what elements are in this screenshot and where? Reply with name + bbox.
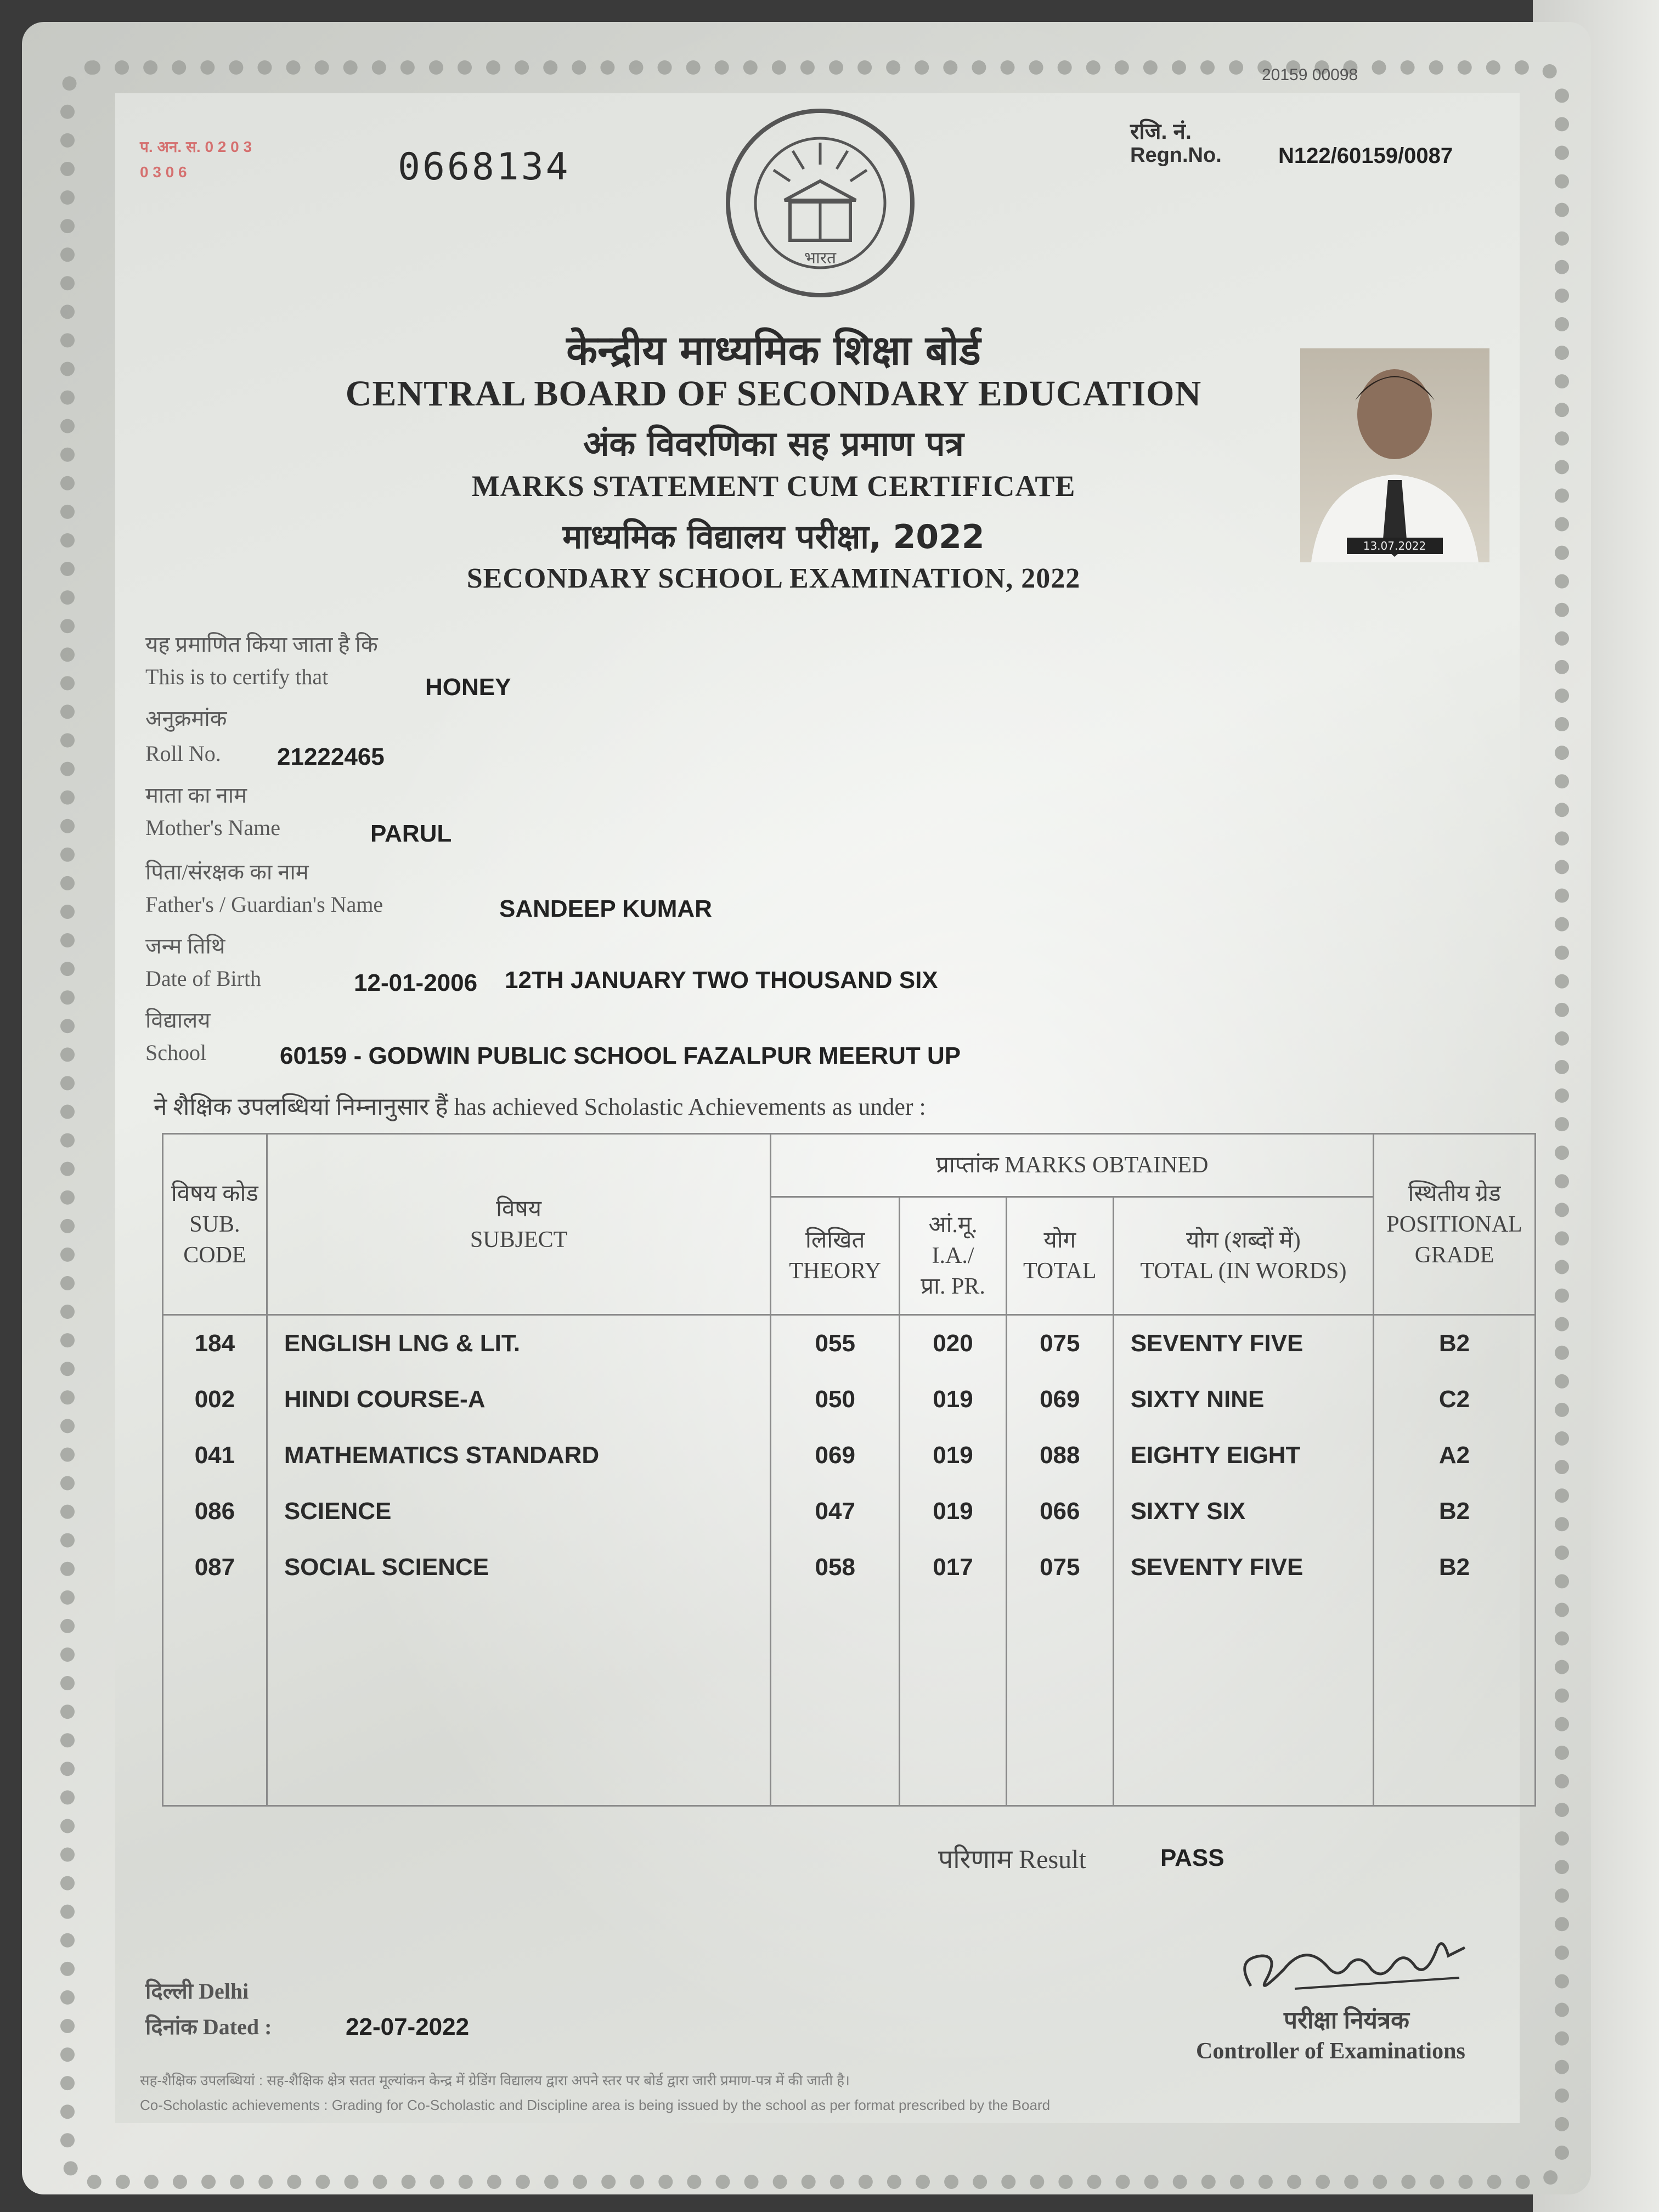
theory-marks: 055 (771, 1315, 900, 1372)
red-stamp-text (140, 134, 321, 185)
words-header-en: TOTAL (IN WORDS) (1140, 1259, 1347, 1284)
table-row (163, 1483, 1536, 1539)
positional-grade: C2 (1374, 1372, 1536, 1427)
theory-marks: 047 (771, 1483, 900, 1539)
positional-grade: A2 (1374, 1427, 1536, 1483)
exam-title-en: SECONDARY SCHOOL EXAMINATION, 2022 (466, 563, 1081, 594)
total-marks: 066 (1006, 1483, 1113, 1539)
red-line-2: 0 3 0 6 (140, 163, 187, 180)
theory-header-hi: लिखित (805, 1228, 865, 1253)
photo-caption: 13.07.2022 (1363, 539, 1426, 552)
certificate-paper (22, 22, 1591, 2194)
student-name: HONEY (425, 674, 511, 701)
ia-marks: 020 (900, 1315, 1007, 1372)
empty-cell (900, 1595, 1007, 1806)
roll-label-en: Roll No. (145, 741, 221, 766)
theory-marks: 058 (771, 1539, 900, 1595)
regn-label-hi: रजि. नं. (1130, 120, 1192, 144)
roll-number: 21222465 (277, 743, 385, 770)
statement-title-hi: अंक विवरणिका सह प्रमाण पत्र (583, 424, 964, 464)
father-label-en: Father's / Guardian's Name (145, 892, 383, 917)
empty-cell (1113, 1595, 1373, 1806)
code-header-en: SUB. CODE (183, 1211, 246, 1268)
dob-label-en: Date of Birth (145, 966, 262, 991)
subject-code: 087 (163, 1539, 267, 1595)
total-in-words: SIXTY SIX (1113, 1483, 1373, 1539)
dob-words: 12TH JANUARY TWO THOUSAND SIX (505, 967, 938, 994)
theory-marks: 069 (771, 1427, 900, 1483)
code-header-hi: विषय कोड (171, 1181, 258, 1206)
top-code: 20159 00098 (1262, 66, 1358, 84)
dob-label-hi: जन्म तिथि (145, 934, 225, 958)
school-label-en: School (145, 1040, 207, 1065)
grade-header-en2: GRADE (1414, 1242, 1494, 1268)
result-label: परिणाम Result (938, 1845, 1086, 1874)
subject-header (267, 1134, 771, 1315)
total-marks: 069 (1006, 1372, 1113, 1427)
empty-cell (163, 1595, 267, 1806)
achievements-hi: ने शैक्षिक उपलब्धियां निम्नानुसार हैं (154, 1093, 448, 1120)
words-header (1113, 1197, 1373, 1315)
school-label-hi: विद्यालय (145, 1008, 211, 1032)
exam-title-hi: माध्यमिक विद्यालय परीक्षा, 2022 (562, 518, 985, 556)
ia-marks: 017 (900, 1539, 1007, 1595)
mother-label-en: Mother's Name (145, 815, 281, 840)
subject-name: ENGLISH LNG & LIT. (267, 1315, 771, 1372)
empty-cell (267, 1595, 771, 1806)
total-header-en: TOTAL (1023, 1259, 1097, 1284)
empty-cell (1374, 1595, 1536, 1806)
marks-table (162, 1133, 1536, 1807)
table-row (163, 1427, 1536, 1483)
total-in-words: SEVENTY FIVE (1113, 1315, 1373, 1372)
issue-date: 22-07-2022 (346, 2013, 470, 2040)
student-portrait-icon (1300, 348, 1489, 562)
subject-code: 041 (163, 1427, 267, 1483)
table-header-row-1 (163, 1134, 1536, 1197)
footnote-en: Co-Scholastic achievements : Grading for Co-Scholastic and Discipline area is being issued by the school as per format prescribed by the Board (140, 2097, 1051, 2113)
footnote-hi: सह-शैक्षिक उपलब्धियां : सह-शैक्षिक क्षेत्र सतत मूल्यांकन केन्द्र में ग्रेडिंग विद्यालय द्वारा अपने स्तर पर बोर्ड द्वारा जारी प्रमाण-पत्र में की जाती है। (140, 2072, 850, 2089)
regn-number: N122/60159/0087 (1278, 144, 1453, 168)
total-marks: 075 (1006, 1539, 1113, 1595)
empty-cell (771, 1595, 900, 1806)
subject-name: SOCIAL SCIENCE (267, 1539, 771, 1595)
total-in-words: EIGHTY EIGHT (1113, 1427, 1373, 1483)
place-label: दिल्ली Delhi (145, 1979, 249, 2004)
date-label: दिनांक Dated : (145, 2015, 272, 2039)
mother-label-hi: माता का नाम (145, 783, 247, 808)
total-header-hi: योग (1043, 1228, 1076, 1253)
code-header (163, 1134, 267, 1315)
board-title-hi: केन्द्रीय माध्यमिक शिक्षा बोर्ड (566, 327, 981, 374)
theory-header-en: THEORY (789, 1259, 882, 1284)
positional-grade: B2 (1374, 1539, 1536, 1595)
logo-text: भारत (804, 249, 837, 268)
signature-icon (1229, 1926, 1470, 2008)
ia-header-en: I.A./ (932, 1243, 974, 1268)
subject-code: 002 (163, 1372, 267, 1427)
mother-name: PARUL (370, 820, 452, 847)
father-label-hi: पिता/संरक्षक का नाम (145, 860, 309, 884)
marks-header-hi: प्राप्तांक (935, 1153, 999, 1178)
subject-header-en: SUBJECT (470, 1227, 568, 1252)
marks-body (163, 1315, 1536, 1806)
student-photo (1300, 348, 1489, 562)
cbse-logo-icon (721, 104, 919, 302)
table-row (163, 1539, 1536, 1595)
board-title-en: CENTRAL BOARD OF SECONDARY EDUCATION (345, 374, 1202, 414)
certificate-body (115, 66, 1522, 2123)
total-in-words: SEVENTY FIVE (1113, 1539, 1373, 1595)
table-row (163, 1315, 1536, 1372)
marks-obtained-header (771, 1134, 1374, 1197)
certify-label-en: This is to certify that (145, 664, 329, 689)
ia-header (900, 1197, 1007, 1315)
empty-cell (1006, 1595, 1113, 1806)
subject-name: SCIENCE (267, 1483, 771, 1539)
ia-header-hi: आं.मू. (928, 1212, 978, 1238)
total-header (1006, 1197, 1113, 1315)
red-line-1: प. अन. स. 0 2 0 3 (140, 138, 252, 155)
subject-header-hi: विषय (496, 1196, 541, 1222)
theory-header (771, 1197, 900, 1315)
grade-header-en: POSITIONAL (1386, 1211, 1522, 1237)
school-name: 60159 - GODWIN PUBLIC SCHOOL FAZALPUR MEERUT UP (280, 1042, 961, 1069)
serial-number: 0668134 (398, 145, 571, 189)
ia-marks: 019 (900, 1483, 1007, 1539)
ia-marks: 019 (900, 1372, 1007, 1427)
ia-header-en2: प्रा. PR. (921, 1274, 985, 1299)
total-marks: 075 (1006, 1315, 1113, 1372)
subject-code: 086 (163, 1483, 267, 1539)
theory-marks: 050 (771, 1372, 900, 1427)
result-value: PASS (1160, 1844, 1224, 1871)
subject-code: 184 (163, 1315, 267, 1372)
dob-value: 12-01-2006 (354, 969, 478, 996)
achievements-en: has achieved Scholastic Achievements as under : (454, 1093, 926, 1120)
grade-header-hi: स्थितीय ग्रेड (1408, 1181, 1501, 1206)
grade-header (1374, 1134, 1536, 1315)
table-empty-row (163, 1595, 1536, 1806)
certify-label-hi: यह प्रमाणित किया जाता है कि (145, 632, 378, 657)
total-marks: 088 (1006, 1427, 1113, 1483)
ia-marks: 019 (900, 1427, 1007, 1483)
controller-label-en: Controller of Examinations (1196, 2039, 1465, 2064)
subject-name: HINDI COURSE-A (267, 1372, 771, 1427)
achievements-line (154, 1089, 926, 1122)
roll-label-hi: अनुक्रमांक (145, 706, 227, 731)
regn-label-en: Regn.No. (1130, 144, 1222, 167)
positional-grade: B2 (1374, 1315, 1536, 1372)
statement-title-en: MARKS STATEMENT CUM CERTIFICATE (471, 470, 1076, 503)
subject-name: MATHEMATICS STANDARD (267, 1427, 771, 1483)
total-in-words: SIXTY NINE (1113, 1372, 1373, 1427)
father-name: SANDEEP KUMAR (499, 895, 712, 922)
controller-label-hi: परीक्षा नियंत्रक (1284, 2007, 1409, 2034)
marks-header-en: MARKS OBTAINED (1005, 1153, 1209, 1178)
table-row (163, 1372, 1536, 1427)
positional-grade: B2 (1374, 1483, 1536, 1539)
words-header-hi: योग (शब्दों में) (1186, 1228, 1301, 1253)
